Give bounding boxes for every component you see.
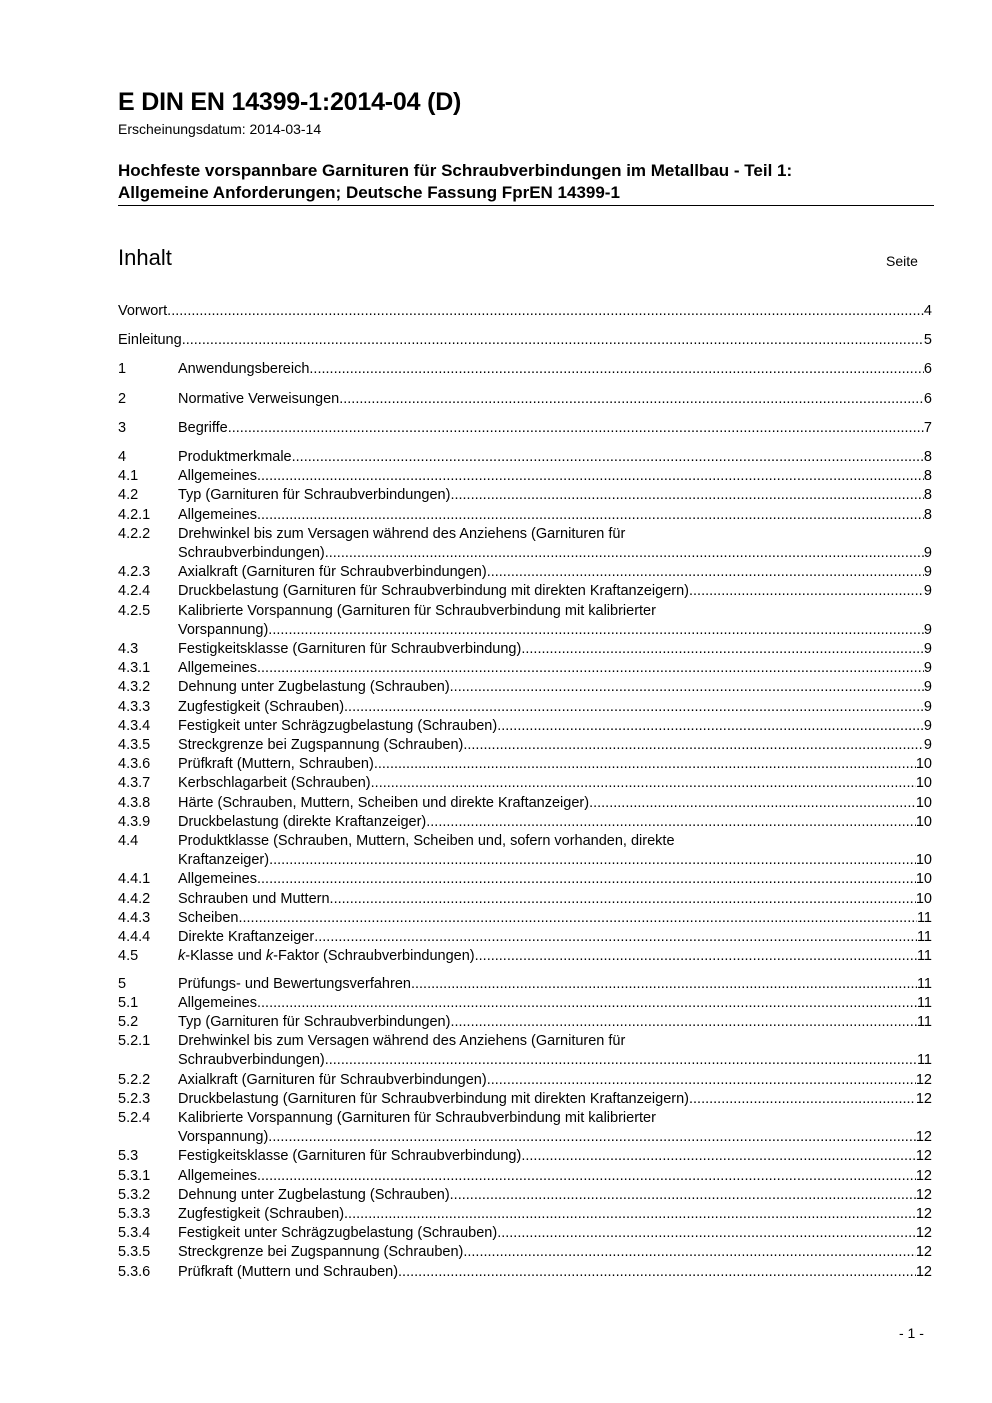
toc-entry-title: Vorwort xyxy=(118,303,168,319)
toc-entry-number: 5.3.2 xyxy=(118,1186,151,1203)
toc-page-column-label: Seite xyxy=(886,253,918,269)
toc-entry[interactable] xyxy=(118,755,932,774)
toc-entry-number: 3 xyxy=(118,419,127,436)
toc-entry-number: 5.1 xyxy=(118,994,139,1011)
toc-entry-page: 12 xyxy=(915,1205,932,1222)
toc-leader-dots xyxy=(589,794,916,813)
toc-entry-number: 5.2.2 xyxy=(118,1071,151,1088)
toc-entry[interactable] xyxy=(118,813,932,832)
toc-leader-dots xyxy=(257,994,917,1013)
toc-entry-title: Allgemeines xyxy=(178,871,257,888)
toc-entry[interactable] xyxy=(118,1071,932,1090)
toc-entry-title: Schraubverbindungen) xyxy=(178,1052,325,1069)
toc-entry-number: 2 xyxy=(118,390,127,407)
toc-leader-dots xyxy=(314,928,917,947)
toc-entry-page: 8 xyxy=(923,449,932,466)
toc-entry-page: 10 xyxy=(915,890,932,907)
toc-entry-page: 6 xyxy=(923,390,932,407)
toc-entry[interactable] xyxy=(118,890,932,909)
toc-entry[interactable] xyxy=(118,419,932,438)
toc-entry-number: 5.3.3 xyxy=(118,1205,151,1222)
toc-leader-dots xyxy=(411,975,917,994)
toc-leader-dots xyxy=(167,302,924,321)
toc-entry-number: 5.2 xyxy=(118,1013,139,1030)
toc-entry-title: Festigkeit unter Schrägzugbelastung (Schrauben) xyxy=(178,717,498,734)
toc-entry[interactable] xyxy=(118,1090,932,1109)
doc-id: E DIN EN 14399-1:2014-04 (D) xyxy=(118,88,462,116)
toc-entry-page: 9 xyxy=(923,621,932,638)
toc-entry[interactable] xyxy=(118,794,932,813)
toc-entry-title: Streckgrenze bei Zugspannung (Schrauben) xyxy=(178,737,464,754)
toc-entry[interactable] xyxy=(118,602,932,640)
toc-entry-page: 9 xyxy=(923,545,932,562)
toc-entry-title: Vorspannung) xyxy=(178,1129,269,1146)
toc-entry[interactable] xyxy=(118,1243,932,1262)
toc-leader-dots xyxy=(339,390,924,409)
toc-entry[interactable] xyxy=(118,994,932,1013)
toc-entry[interactable] xyxy=(118,1013,932,1032)
toc-entry-title: Vorspannung) xyxy=(178,621,269,638)
toc-entry-page: 11 xyxy=(916,929,932,946)
toc-entry-page: 11 xyxy=(916,909,932,926)
toc-entry-number: 4.4.4 xyxy=(118,929,151,946)
toc-leader-dots xyxy=(426,813,916,832)
toc-entry[interactable] xyxy=(118,1205,932,1224)
toc-leader-dots xyxy=(309,360,924,379)
title-line-1: Hochfeste vorspannbare Garnituren für Schraubverbindungen im Metallbau - Teil 1: xyxy=(118,161,793,180)
toc-entry[interactable] xyxy=(118,909,932,928)
toc-entry-number: 4.5 xyxy=(118,948,139,965)
toc-entry-title: Kalibrierte Vorspannung (Garnituren für Schraubverbindung mit kalibrierter xyxy=(178,602,656,619)
toc-entry[interactable] xyxy=(118,698,932,717)
toc-leader-dots xyxy=(257,467,924,486)
toc-leader-dots xyxy=(269,851,916,870)
toc-leader-dots xyxy=(689,1090,916,1109)
toc-leader-dots xyxy=(450,486,923,505)
toc-entry-title: Druckbelastung (Garnituren für Schraubverbindung mit direkten Kraftanzeigern) xyxy=(178,583,689,600)
publication-date: Erscheinungsdatum: 2014-03-14 xyxy=(118,121,322,137)
toc-entry[interactable] xyxy=(118,947,932,966)
toc-leader-dots xyxy=(689,582,924,601)
toc-entry-page: 9 xyxy=(923,583,932,600)
toc-entry-title: Schrauben und Muttern xyxy=(178,890,330,907)
toc-leader-dots xyxy=(268,621,924,640)
toc-leader-dots xyxy=(268,1128,916,1147)
toc-leader-dots xyxy=(463,1243,916,1262)
toc-entry-page: 8 xyxy=(923,487,932,504)
toc-entry[interactable] xyxy=(118,659,932,678)
toc-entry-title: Festigkeitsklasse (Garnituren für Schraubverbindung) xyxy=(178,641,522,658)
toc-leader-dots xyxy=(521,1147,916,1166)
toc-entry[interactable] xyxy=(118,1167,932,1186)
toc-entry-number: 4.2.2 xyxy=(118,525,151,542)
toc-entry-title: Scheiben xyxy=(178,909,239,926)
toc-entry-number: 4.3.3 xyxy=(118,698,151,715)
toc-entry[interactable] xyxy=(118,486,932,505)
toc-leader-dots xyxy=(330,890,916,909)
toc-entry[interactable] xyxy=(118,390,932,409)
toc-entry-number: 4.3.4 xyxy=(118,717,151,734)
toc-leader-dots xyxy=(325,1051,917,1070)
toc-entry[interactable] xyxy=(118,1186,932,1205)
toc-entry[interactable] xyxy=(118,928,932,947)
toc-entry-title: Druckbelastung (direkte Kraftanzeiger) xyxy=(178,813,427,830)
toc-leader-dots xyxy=(257,659,924,678)
toc-entry-number: 4.3 xyxy=(118,641,139,658)
toc-entry-page: 4 xyxy=(923,303,932,319)
toc-leader-dots xyxy=(475,947,917,966)
toc-entry-title: Produktklasse (Schrauben, Muttern, Scheiben und, sofern vorhanden, direkte xyxy=(178,833,675,850)
toc-entry[interactable] xyxy=(118,678,932,697)
toc-entry-number: 1 xyxy=(118,361,127,378)
toc-entry[interactable] xyxy=(118,360,932,379)
toc-entry-title: Direkte Kraftanzeiger xyxy=(178,929,315,946)
toc-entry-number: 4.1 xyxy=(118,468,139,485)
toc-entry-number: 4.4.2 xyxy=(118,890,151,907)
toc-entry-page: 9 xyxy=(923,660,932,677)
toc-entry-page: 11 xyxy=(916,1013,932,1030)
toc-entry-title: Schraubverbindungen) xyxy=(178,545,325,562)
toc-entry[interactable] xyxy=(118,525,932,563)
toc-entry-page: 5 xyxy=(923,332,932,349)
toc-entry-number: 5.2.4 xyxy=(118,1109,151,1126)
toc-entry-number: 4.2 xyxy=(118,487,139,504)
toc-entry-title: Kerbschlagarbeit (Schrauben) xyxy=(178,775,371,792)
toc-entry-page: 8 xyxy=(923,468,932,485)
toc-entry-title: k-Klasse und k-Faktor (Schraubverbindungen) xyxy=(178,948,475,965)
toc-leader-dots xyxy=(450,1186,916,1205)
toc-leader-dots xyxy=(398,1263,916,1282)
toc-entry-page: 11 xyxy=(916,948,932,965)
toc-entry-title: Prüfungs- und Bewertungsverfahren xyxy=(178,975,411,992)
toc-entry-title: Drehwinkel bis zum Versagen während des Anziehens (Garnituren für xyxy=(178,1033,626,1050)
toc-entry-title: Härte (Schrauben, Muttern, Scheiben und direkte Kraftanzeiger) xyxy=(178,794,590,811)
toc-entry[interactable] xyxy=(118,736,932,755)
toc-entry-number: 4.3.9 xyxy=(118,813,151,830)
toc-leader-dots xyxy=(497,1224,916,1243)
toc-leader-dots xyxy=(344,698,924,717)
toc-entry-title: Dehnung unter Zugbelastung (Schrauben) xyxy=(178,1186,450,1203)
toc-entry[interactable] xyxy=(118,832,932,870)
toc-entry[interactable] xyxy=(118,774,932,793)
toc-entry[interactable] xyxy=(118,640,932,659)
toc-entry-number: 4.4.3 xyxy=(118,909,151,926)
toc-entry-title: Zugfestigkeit (Schrauben) xyxy=(178,1205,345,1222)
toc-leader-dots xyxy=(292,448,924,467)
toc-leader-dots xyxy=(344,1205,916,1224)
footer-page-number: - 1 - xyxy=(899,1325,924,1341)
toc-entry-title: Dehnung unter Zugbelastung (Schrauben) xyxy=(178,679,450,696)
toc-entry-title: Typ (Garnituren für Schraubverbindungen) xyxy=(178,487,451,504)
toc-entry-page: 11 xyxy=(916,994,932,1011)
toc-entry-number: 4.3.8 xyxy=(118,794,151,811)
toc-entry-title: Allgemeines xyxy=(178,506,257,523)
toc-entry[interactable] xyxy=(118,1263,932,1282)
toc-entry-number: 4.2.4 xyxy=(118,583,151,600)
toc-entry-title: Prüfkraft (Muttern, Schrauben) xyxy=(178,756,374,773)
toc-leader-dots xyxy=(257,1167,916,1186)
toc-entry-number: 5.2.1 xyxy=(118,1033,151,1050)
toc-entry[interactable] xyxy=(118,467,932,486)
toc-entry[interactable] xyxy=(118,975,932,994)
toc-entry-page: 11 xyxy=(916,975,932,992)
toc-entry-number: 4 xyxy=(118,449,127,466)
toc-entry-title: Druckbelastung (Garnituren für Schraubverbindung mit direkten Kraftanzeigern) xyxy=(178,1090,689,1107)
toc-entry-number: 4.3.6 xyxy=(118,756,151,773)
toc-entry-page: 12 xyxy=(915,1186,932,1203)
toc-leader-dots xyxy=(182,331,924,350)
toc-entry-title: Begriffe xyxy=(178,419,228,436)
toc-entry-page: 9 xyxy=(923,564,932,581)
toc-entry-title: Zugfestigkeit (Schrauben) xyxy=(178,698,345,715)
toc-entry[interactable] xyxy=(118,302,932,321)
toc-leader-dots xyxy=(228,419,924,438)
toc-entry-number: 5.2.3 xyxy=(118,1090,151,1107)
toc-entry-title: Prüfkraft (Muttern und Schrauben) xyxy=(178,1263,399,1280)
toc-entry-page: 12 xyxy=(915,1167,932,1184)
toc-entry[interactable] xyxy=(118,1147,932,1166)
toc-entry-number: 5 xyxy=(118,975,127,992)
toc-entry[interactable] xyxy=(118,448,932,467)
toc-entry-number: 5.3.1 xyxy=(118,1167,151,1184)
toc-entry-page: 10 xyxy=(915,813,932,830)
title-rule xyxy=(118,205,934,206)
toc-entry-title: Allgemeines xyxy=(178,1167,257,1184)
toc-entry-number: 4.2.1 xyxy=(118,506,151,523)
document-title xyxy=(118,160,938,204)
toc-entry[interactable] xyxy=(118,1224,932,1243)
toc-entry-number: 4.3.2 xyxy=(118,679,151,696)
toc-leader-dots xyxy=(521,640,924,659)
toc-entry-page: 12 xyxy=(915,1148,932,1165)
toc-entry[interactable] xyxy=(118,506,932,525)
toc-entry-number: 5.3.5 xyxy=(118,1244,151,1261)
toc-heading: Inhalt xyxy=(118,245,172,270)
toc-entry-title: Streckgrenze bei Zugspannung (Schrauben) xyxy=(178,1244,464,1261)
toc-entry-title: Festigkeitsklasse (Garnituren für Schraubverbindung) xyxy=(178,1148,522,1165)
toc-entry-number: 5.3.4 xyxy=(118,1225,151,1242)
toc-leader-dots xyxy=(325,544,924,563)
toc-leader-dots xyxy=(238,909,916,928)
toc-entry-title: Anwendungsbereich xyxy=(178,361,310,378)
toc-entry-page: 9 xyxy=(923,679,932,696)
toc-entry-number: 4.3.7 xyxy=(118,775,151,792)
toc-entry-number: 4.3.1 xyxy=(118,660,151,677)
toc-entry-page: 6 xyxy=(923,361,932,378)
toc-entry-page: 9 xyxy=(923,698,932,715)
toc-entry-number: 4.2.5 xyxy=(118,602,151,619)
toc-entry-title: Allgemeines xyxy=(178,660,257,677)
toc-entry-title: Kraftanzeiger) xyxy=(178,852,270,869)
toc-entry-page: 12 xyxy=(915,1263,932,1280)
toc-entry-page: 12 xyxy=(915,1225,932,1242)
toc-entry-title: Einleitung xyxy=(118,332,182,349)
toc-entry[interactable] xyxy=(118,563,932,582)
toc-entry-page: 12 xyxy=(915,1090,932,1107)
toc-entry-page: 12 xyxy=(915,1244,932,1261)
toc-entry-page: 9 xyxy=(923,737,932,754)
toc-entry-page: 12 xyxy=(915,1129,932,1146)
toc-entry-title: Kalibrierte Vorspannung (Garnituren für Schraubverbindung mit kalibrierter xyxy=(178,1109,656,1126)
toc-entry-title: Festigkeit unter Schrägzugbelastung (Schrauben) xyxy=(178,1225,498,1242)
toc-entry[interactable] xyxy=(118,1109,932,1147)
toc-leader-dots xyxy=(463,736,924,755)
toc-entry-title: Typ (Garnituren für Schraubverbindungen) xyxy=(178,1013,451,1030)
toc-entry[interactable] xyxy=(118,870,932,889)
toc-leader-dots xyxy=(487,1071,916,1090)
title-line-2: Allgemeine Anforderungen; Deutsche Fassung FprEN 14399-1 xyxy=(118,183,620,202)
toc-entry-page: 11 xyxy=(916,1052,932,1069)
toc-entry-page: 9 xyxy=(923,717,932,734)
toc-entry-page: 8 xyxy=(923,506,932,523)
toc-leader-dots xyxy=(374,755,916,774)
toc-entry-title: Allgemeines xyxy=(178,468,257,485)
toc-entry[interactable] xyxy=(118,1032,932,1070)
toc-entry[interactable] xyxy=(118,717,932,736)
toc-leader-dots xyxy=(497,717,924,736)
toc-entry-page: 12 xyxy=(915,1071,932,1088)
toc-entry-number: 4.2.3 xyxy=(118,564,151,581)
toc-entry-number: 4.4.1 xyxy=(118,871,151,888)
toc-entry-page: 10 xyxy=(915,871,932,888)
toc-leader-dots xyxy=(487,563,924,582)
toc-leader-dots xyxy=(257,870,916,889)
toc-entry-number: 4.4 xyxy=(118,833,139,850)
table-of-contents xyxy=(118,302,932,1282)
toc-entry-title: Axialkraft (Garnituren für Schraubverbindungen) xyxy=(178,1071,487,1088)
toc-entry[interactable] xyxy=(118,582,932,601)
toc-leader-dots xyxy=(257,506,924,525)
toc-entry-number: 4.3.5 xyxy=(118,737,151,754)
toc-entry-title: Normative Verweisungen xyxy=(178,390,340,407)
toc-entry-page: 9 xyxy=(923,641,932,658)
toc-entry-title: Drehwinkel bis zum Versagen während des Anziehens (Garnituren für xyxy=(178,525,626,542)
toc-leader-dots xyxy=(450,1013,917,1032)
toc-entry-number: 5.3 xyxy=(118,1148,139,1165)
toc-entry-title: Axialkraft (Garnituren für Schraubverbindungen) xyxy=(178,564,487,581)
toc-entry[interactable] xyxy=(118,331,932,350)
toc-entry-number: 5.3.6 xyxy=(118,1263,151,1280)
toc-entry-title: Produktmerkmale xyxy=(178,449,292,466)
toc-entry-page: 10 xyxy=(915,852,932,869)
toc-entry-page: 7 xyxy=(923,419,932,436)
toc-entry-page: 10 xyxy=(915,756,932,773)
toc-leader-dots xyxy=(371,774,916,793)
toc-leader-dots xyxy=(450,678,924,697)
toc-entry-page: 10 xyxy=(915,794,932,811)
toc-entry-title: Allgemeines xyxy=(178,994,257,1011)
toc-entry-page: 10 xyxy=(915,775,932,792)
